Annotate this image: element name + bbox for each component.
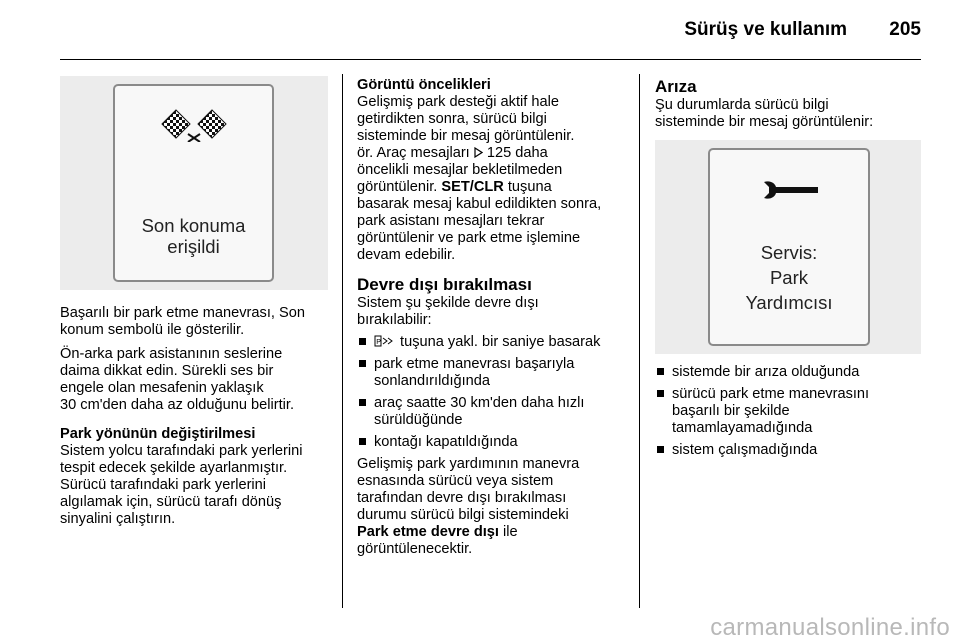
display-line-2: erişildi (167, 236, 220, 257)
col2-text (357, 77, 629, 558)
text-line: tarafından devre dışı bırakılması (357, 490, 567, 506)
text-line: öncelikli mesajlar bekletilmeden (357, 162, 563, 178)
text-line (357, 524, 629, 541)
text-line: görüntülenir ve park etme işlemine (357, 230, 581, 246)
bullet-square-icon (359, 399, 366, 406)
col1-text (60, 305, 335, 528)
display-line-1: Son konuma (141, 215, 246, 236)
bullet-square-icon (657, 390, 664, 397)
text-line: Sistem yolcu tarafındaki park yerlerini (60, 443, 303, 459)
display-line-3: Yardımcısı (745, 292, 833, 313)
text-fragment: görüntülenir. (357, 179, 442, 195)
text-line: sisteminde bir mesaj görüntülenir: (655, 114, 874, 130)
page-title: Sürüş ve kullanım (684, 19, 847, 40)
section-title-fault: Arıza (655, 77, 697, 96)
text-line (357, 179, 629, 196)
watermark: carmanualsonline.info (710, 614, 950, 641)
display-line-1: Servis: (760, 242, 818, 263)
text-line: daima dikkat edin. Sürekli ses bir (60, 363, 274, 379)
bullet-square-icon (657, 446, 664, 453)
column-divider-2 (639, 74, 640, 608)
bullet-text: sürüldüğünde (374, 412, 463, 428)
text-fragment: tuşuna (503, 179, 552, 195)
text-line: tespit edecek şekilde ayarlanmıştır. (60, 460, 288, 476)
driver-info-display (708, 148, 870, 346)
bullet-text: sistem çalışmadığında (672, 442, 818, 458)
bullet-item (655, 364, 930, 381)
text-line: sinyalini çalıştırın. (60, 511, 176, 527)
text-line: görüntülenecektir. (357, 541, 473, 557)
bullet-item (655, 442, 930, 459)
page-header (60, 0, 921, 60)
text-line: basarak mesaj kabul edildikten sonra, (357, 196, 602, 212)
display-line-2: Park (769, 267, 809, 288)
bullet-item (357, 395, 629, 429)
header-rule (60, 59, 921, 60)
column-divider-1 (342, 74, 343, 608)
subheading-park-direction: Park yönünün değiştirilmesi (60, 426, 256, 442)
text-line: esnasında sürücü veya sistem (357, 473, 554, 489)
bullet-text: sistemde bir arıza olduğunda (672, 364, 860, 380)
bullet-text: tamamlayamadığında (672, 420, 813, 436)
bullet-text: park etme manevrası başarıyla (374, 356, 575, 372)
bullet-text: kontağı kapatıldığında (374, 434, 518, 450)
section-title-deactivation: Devre dışı bırakılması (357, 275, 532, 294)
wrench-icon (760, 178, 822, 202)
bullet-item (357, 334, 629, 351)
text-line (357, 145, 629, 162)
text-line: konum sembolü ile gösterilir. (60, 322, 245, 338)
bullet-square-icon (359, 338, 366, 345)
text-line: 30 cm'den daha az olduğunu belirtir. (60, 397, 295, 413)
page-reference-triangle-icon (474, 147, 483, 158)
crossed-checkered-flags-icon (158, 108, 230, 142)
text-fragment: ile (498, 524, 518, 540)
text-line: Gelişmiş park yardımının manevra (357, 456, 580, 472)
text-line: engele olan mesafenin yaklaşık (60, 380, 264, 396)
bullet-text: sürücü park etme manevrasını (672, 386, 870, 402)
text-line: getirdikten sonra, sürücü bilgi (357, 111, 547, 127)
text-line: park asistanı mesajları tekrar (357, 213, 545, 229)
col3-header-text (655, 77, 930, 131)
bullet-square-icon (657, 368, 664, 375)
bullet-item (655, 386, 930, 437)
text-line: algılamak için, sürücü tarafı dönüş (60, 494, 282, 510)
text-line: Sürücü tarafındaki park yerlerini (60, 477, 267, 493)
park-disabled-label: Park etme devre dışı (357, 524, 499, 540)
page-number: 205 (889, 19, 921, 40)
text-line: devam edebilir. (357, 247, 456, 263)
bullet-square-icon (359, 360, 366, 367)
text-line: Ön-arka park asistanının seslerine (60, 346, 283, 362)
text-line: Şu durumlarda sürücü bilgi (655, 97, 829, 113)
bullet-text: tuşuna yakl. bir saniye basarak (396, 334, 601, 350)
park-assist-button-icon (374, 335, 396, 347)
bullet-text: başarılı bir şekilde (672, 403, 790, 419)
text-line: sisteminde bir mesaj görüntülenir. (357, 128, 575, 144)
bullet-text: araç saatte 30 km'den daha hızlı (374, 395, 585, 411)
bullet-square-icon (359, 438, 366, 445)
text-fragment: ör. Araç mesajları (357, 145, 474, 161)
text-line: durumu sürücü bilgi sistemindeki (357, 507, 569, 523)
col3-bullets (655, 364, 930, 459)
bullet-text: sonlandırıldığında (374, 373, 491, 389)
set-clr-key-label: SET/CLR (441, 179, 504, 195)
figure-final-position (60, 76, 328, 290)
text-line: Başarılı bir park etme manevrası, Son (60, 305, 305, 321)
driver-info-display (113, 84, 274, 282)
text-line: Sistem şu şekilde devre dışı (357, 295, 539, 311)
subheading-display-priorities: Görüntü öncelikleri (357, 77, 491, 93)
text-line: bırakılabilir: (357, 312, 432, 328)
text-line: Gelişmiş park desteği aktif hale (357, 94, 559, 110)
svg-text:P: P (376, 339, 381, 346)
bullet-item (357, 356, 629, 390)
figure-service-park-assist (655, 140, 921, 354)
text-fragment: 125 daha (482, 145, 548, 161)
bullet-item (357, 434, 629, 451)
